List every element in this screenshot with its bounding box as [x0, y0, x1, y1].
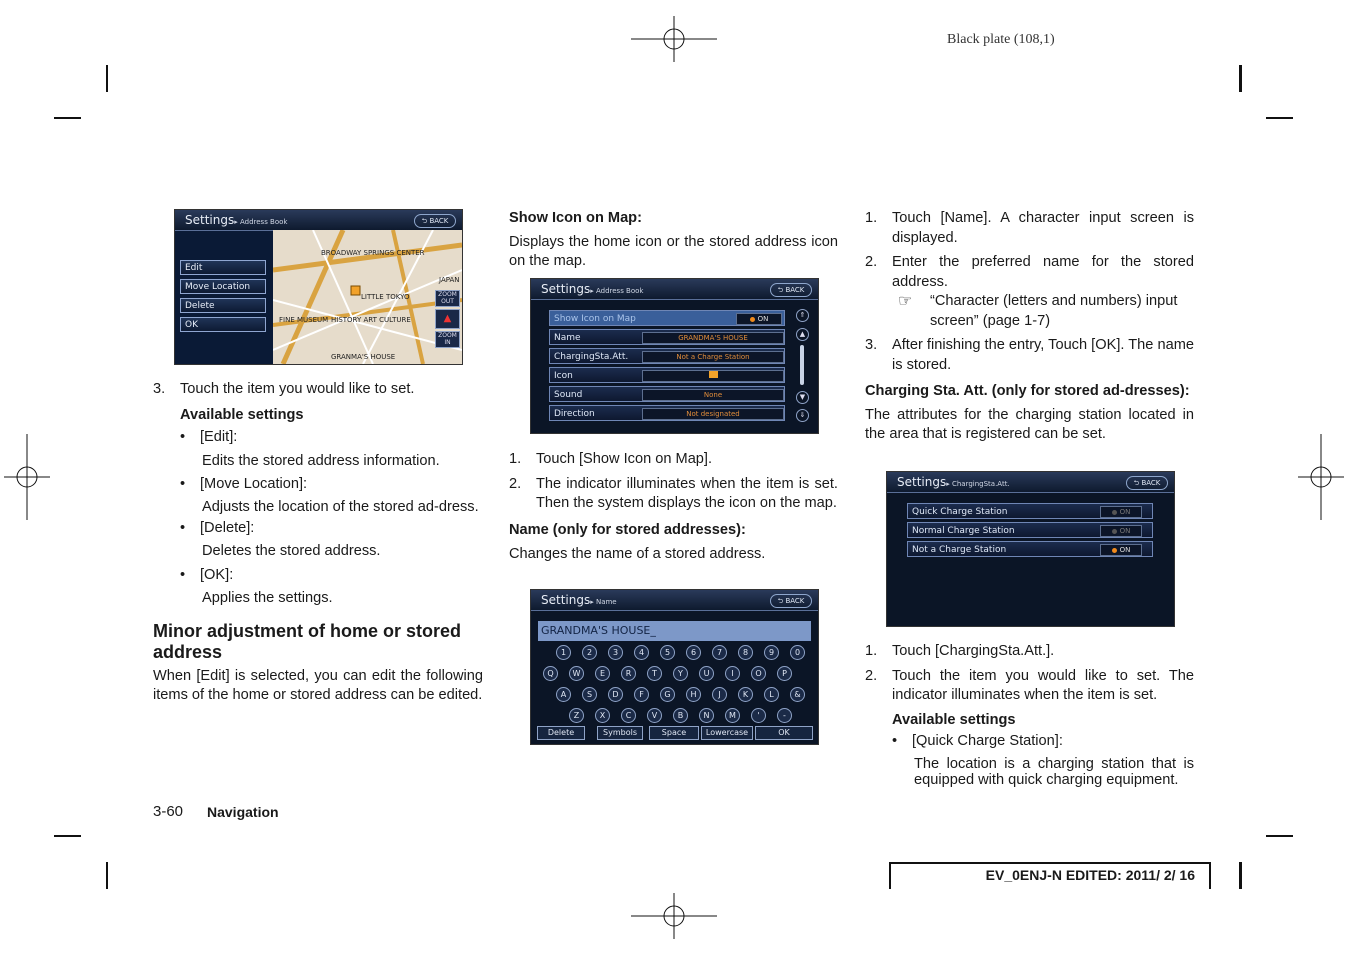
- lowercase-key[interactable]: Lowercase: [701, 726, 753, 740]
- crop-mark: [1266, 117, 1293, 119]
- key-0-2[interactable]: 3: [608, 645, 623, 660]
- screen-title: Settings▸ ChargingSta.Att.: [897, 475, 1010, 489]
- symbols-key[interactable]: Symbols: [597, 726, 643, 740]
- key-2-0[interactable]: A: [556, 687, 571, 702]
- registration-mark: [631, 0, 717, 82]
- compass-icon: ▲: [435, 309, 460, 329]
- column-3-lower: [865, 642, 1194, 788]
- key-0-1[interactable]: 2: [582, 645, 597, 660]
- key-1-0[interactable]: Q: [543, 666, 558, 681]
- show-icon-paragraph: Displays the home icon or the stored address icon on the map.: [509, 233, 838, 269]
- name-row[interactable]: Name GRANDMA'S HOUSE: [549, 329, 785, 345]
- address-book-map-screen: [174, 209, 463, 365]
- ok-key[interactable]: OK: [755, 726, 813, 740]
- charging-sta-att-screen: [886, 471, 1175, 627]
- registration-mark: [1278, 434, 1351, 520]
- key-0-9[interactable]: 0: [790, 645, 805, 660]
- step-item: 2. Touch the item you would like to set. The indicator illuminates when the item is set.: [865, 667, 1194, 703]
- step-item: 1. Touch [Show Icon on Map].: [509, 451, 713, 467]
- key-3-4[interactable]: B: [673, 708, 688, 723]
- map-label: GRANMA'S HOUSE: [331, 353, 396, 361]
- crop-mark: [1266, 835, 1293, 837]
- section-name: Navigation: [207, 804, 279, 820]
- key-3-3[interactable]: V: [647, 708, 662, 723]
- name-input-field[interactable]: GRANDMA'S HOUSE_: [538, 621, 811, 641]
- ok-button[interactable]: OK: [180, 317, 266, 332]
- step-item: 1. Touch [ChargingSta.Att.].: [865, 643, 1055, 659]
- not-a-charge-station-row[interactable]: Not a Charge Station ON: [907, 541, 1153, 557]
- key-0-6[interactable]: 7: [712, 645, 727, 660]
- back-button[interactable]: ⮌ BACK: [770, 283, 812, 297]
- direction-row[interactable]: Direction Not designated: [549, 405, 785, 421]
- crop-mark: [106, 862, 108, 889]
- key-3-0[interactable]: Z: [569, 708, 584, 723]
- charging-att-paragraph: The attributes for the charging station located in the area that is registered can be set.: [865, 406, 1194, 442]
- zoom-in-button[interactable]: ZOOM IN: [435, 331, 460, 348]
- column-1: [153, 380, 483, 706]
- key-1-9[interactable]: P: [777, 666, 792, 681]
- key-1-6[interactable]: U: [699, 666, 714, 681]
- screen-title: Settings▸ Address Book: [541, 282, 644, 296]
- crop-mark: [1239, 862, 1242, 889]
- crop-mark: [1239, 65, 1242, 92]
- scroll-top-icon[interactable]: ⇑: [796, 309, 809, 322]
- bullet-desc: Edits the stored address information.: [202, 452, 440, 469]
- map-label: HISTORY ART CULTURE: [331, 316, 411, 324]
- plate-label: Black plate (108,1): [947, 32, 1055, 47]
- bullet-desc: The location is a charging station that is equipped with quick charging equipment.: [914, 755, 1194, 788]
- name-heading: Name (only for stored addresses):: [509, 521, 746, 538]
- key-3-5[interactable]: N: [699, 708, 714, 723]
- key-2-4[interactable]: G: [660, 687, 675, 702]
- key-1-2[interactable]: E: [595, 666, 610, 681]
- zoom-out-button[interactable]: ZOOM OUT: [435, 290, 460, 307]
- show-icon-on-map-row[interactable]: Show Icon on Map ON: [549, 310, 785, 326]
- map-area: [273, 230, 462, 364]
- key-3-7[interactable]: ': [751, 708, 766, 723]
- section-paragraph: When [Edit] is selected, you can edit the following items of the home or stored address can be edited.: [153, 667, 483, 703]
- key-1-7[interactable]: I: [725, 666, 740, 681]
- space-key[interactable]: Space: [649, 726, 699, 740]
- edit-button[interactable]: Edit: [180, 260, 266, 275]
- crop-mark: [54, 835, 81, 837]
- step-item: 2. Enter the preferred name for the stored address.: [865, 254, 1194, 290]
- registration-mark: [631, 873, 717, 959]
- address-book-settings-screen: [530, 278, 819, 434]
- delete-key[interactable]: Delete: [537, 726, 585, 740]
- key-2-7[interactable]: K: [738, 687, 753, 702]
- bullet-item: • [Delete]:: [180, 519, 255, 536]
- reference-note: ☞ “Character (letters and numbers) input screen” (page 1-7): [865, 292, 1194, 331]
- column-2: [509, 209, 838, 272]
- key-1-8[interactable]: O: [751, 666, 766, 681]
- show-icon-heading: Show Icon on Map:: [509, 210, 642, 226]
- map-label: FINE MUSEUM: [279, 316, 329, 324]
- scrollbar[interactable]: [800, 345, 804, 385]
- charging-sta-att-row[interactable]: ChargingSta.Att. Not a Charge Station: [549, 348, 785, 364]
- delete-button[interactable]: Delete: [180, 298, 266, 313]
- key-0-7[interactable]: 8: [738, 645, 753, 660]
- scroll-down-icon[interactable]: ▼: [796, 391, 809, 404]
- key-2-8[interactable]: L: [764, 687, 779, 702]
- bullet-desc: Applies the settings.: [202, 590, 333, 606]
- edition-box: EV_0ENJ-N EDITED: 2011/ 2/ 16: [889, 862, 1211, 889]
- key-3-6[interactable]: M: [725, 708, 740, 723]
- key-0-3[interactable]: 4: [634, 645, 649, 660]
- section-heading: Minor adjustment of home or stored address: [153, 620, 462, 662]
- normal-charge-station-row[interactable]: Normal Charge Station ON: [907, 522, 1153, 538]
- map-label: JAPAN: [439, 276, 460, 284]
- key-3-2[interactable]: C: [621, 708, 636, 723]
- key-3-8[interactable]: -: [777, 708, 792, 723]
- key-0-5[interactable]: 6: [686, 645, 701, 660]
- bullet-item: • [Move Location]:: [180, 476, 308, 492]
- key-2-5[interactable]: H: [686, 687, 701, 702]
- back-button[interactable]: ⮌ BACK: [770, 594, 812, 608]
- key-3-1[interactable]: X: [595, 708, 610, 723]
- home-marker-icon: [709, 371, 718, 378]
- key-1-1[interactable]: W: [569, 666, 584, 681]
- reference-hand-icon: ☞: [898, 293, 913, 310]
- screen-title: Settings▸ Name: [541, 593, 617, 607]
- scroll-up-icon[interactable]: ▲: [796, 328, 809, 341]
- key-2-9[interactable]: &: [790, 687, 805, 702]
- bullet-item: • [OK]:: [180, 566, 234, 583]
- page-number: 3-60: [153, 803, 184, 820]
- step-item: 3. Touch the item you would like to set.: [153, 381, 415, 397]
- map-label: LITTLE TOKYO: [361, 293, 410, 301]
- bullet-desc: Deletes the stored address.: [202, 543, 381, 559]
- step-item: 2. The indicator illuminates when the item is set. Then the system displays the icon on the map.: [509, 475, 838, 511]
- sound-row[interactable]: Sound None: [549, 386, 785, 402]
- available-settings-heading: Available settings: [180, 406, 304, 423]
- key-2-1[interactable]: S: [582, 687, 597, 702]
- bullet-item: • [Edit]:: [180, 429, 238, 445]
- step-item: 3. After finishing the entry, Touch [OK]. The name is stored.: [865, 337, 1194, 373]
- screen-title: Settings▸ Address Book: [185, 213, 288, 227]
- key-1-3[interactable]: R: [621, 666, 636, 681]
- icon-row[interactable]: Icon: [549, 367, 785, 383]
- bullet-desc: Adjusts the location of the stored ad-dress.: [202, 498, 479, 515]
- key-0-0[interactable]: 1: [556, 645, 571, 660]
- key-2-3[interactable]: F: [634, 687, 649, 702]
- key-1-4[interactable]: T: [647, 666, 662, 681]
- map-label: BROADWAY SPRINGS CENTER: [321, 249, 425, 257]
- name-paragraph: Changes the name of a stored address.: [509, 546, 766, 562]
- key-0-4[interactable]: 5: [660, 645, 675, 660]
- column-2-lower: [509, 450, 838, 565]
- key-1-5[interactable]: Y: [673, 666, 688, 681]
- key-2-2[interactable]: D: [608, 687, 623, 702]
- crop-mark: [106, 65, 108, 92]
- back-button[interactable]: ⮌ BACK: [414, 214, 456, 228]
- registration-mark: [0, 434, 70, 520]
- bullet-item: • [Quick Charge Station]:: [892, 733, 1063, 749]
- step-item: 1. Touch [Name]. A character input screen is displayed.: [865, 210, 1194, 246]
- quick-charge-station-row[interactable]: Quick Charge Station ON: [907, 503, 1153, 519]
- charging-att-heading: Charging Sta. Att. (only for stored ad-dresses):: [865, 383, 1190, 399]
- crop-mark: [54, 117, 81, 119]
- available-settings-heading: Available settings: [892, 711, 1016, 728]
- move-location-button[interactable]: Move Location: [180, 279, 266, 294]
- column-3: [865, 209, 1194, 445]
- scroll-bottom-icon[interactable]: ⇓: [796, 409, 809, 422]
- key-0-8[interactable]: 9: [764, 645, 779, 660]
- back-button[interactable]: ⮌ BACK: [1126, 476, 1168, 490]
- key-2-6[interactable]: J: [712, 687, 727, 702]
- name-input-screen: [530, 589, 819, 745]
